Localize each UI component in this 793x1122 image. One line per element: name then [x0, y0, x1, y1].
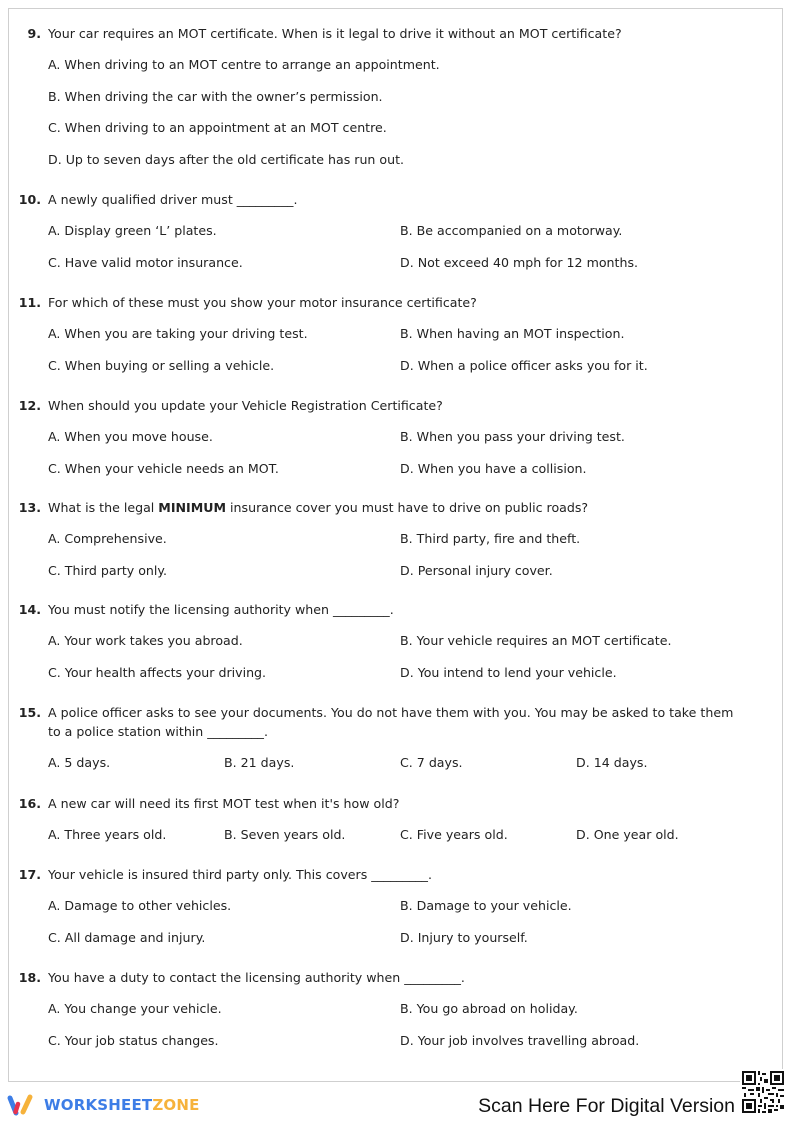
option-a[interactable]: A. When you are taking your driving test. [48, 326, 308, 341]
option-a[interactable]: A. Damage to other vehicles. [48, 898, 232, 913]
option-c[interactable]: C. Your job status changes. [48, 1032, 219, 1048]
option-d[interactable]: D. When you have a collision. [400, 460, 587, 476]
option-c[interactable]: C. Five years old. [400, 827, 508, 842]
question-18 [9, 968, 782, 1050]
option-b[interactable]: B. When having an MOT inspection. [400, 326, 625, 341]
worksheet-page [8, 8, 783, 1082]
option-d[interactable]: D. Your job involves travelling abroad. [400, 1032, 640, 1048]
option-a[interactable]: A. Three years old. [48, 827, 167, 842]
question-text-post: insurance cover you must have to drive on public roads? [226, 500, 589, 515]
question-header [9, 794, 782, 813]
option-d[interactable]: D. One year old. [576, 827, 679, 842]
option-d[interactable]: D. Up to seven days after the old certificate has run out. [48, 151, 405, 167]
question-header [9, 190, 782, 209]
option-a[interactable]: A. When driving to an MOT centre to arrange an appointment. [48, 57, 440, 72]
option-b[interactable]: B. Be accompanied on a motorway. [400, 223, 623, 238]
question-15 [9, 703, 782, 773]
option-row [9, 209, 782, 241]
question-14 [9, 600, 782, 682]
question-number: 18. [18, 970, 41, 985]
option-c[interactable]: C. When driving to an appointment at an MOT centre. [48, 120, 387, 135]
logo-text-worksheet: WORKSHEET [44, 1096, 153, 1114]
question-text-pre: What is the legal [48, 500, 159, 515]
option-row [9, 75, 782, 107]
question-header [9, 968, 782, 987]
option-row [9, 884, 782, 916]
option-b[interactable]: B. 21 days. [224, 755, 295, 770]
question-header [9, 498, 782, 517]
option-row [9, 813, 782, 845]
option-a[interactable]: A. 5 days. [48, 755, 111, 770]
question-text: When should you update your Vehicle Registration Certificate? [48, 398, 443, 413]
qr-code-icon[interactable] [740, 1069, 786, 1115]
scan-caption: Scan Here For Digital Version [478, 1095, 735, 1117]
option-row [9, 138, 782, 170]
question-number: 12. [18, 398, 41, 413]
question-text: You must notify the licensing authority when _________. [48, 602, 394, 617]
logo-mark-icon [6, 1093, 40, 1117]
option-b[interactable]: B. Your vehicle requires an MOT certificate. [400, 633, 672, 648]
question-17 [9, 865, 782, 947]
option-d[interactable]: D. 14 days. [576, 755, 648, 770]
option-c[interactable]: C. When your vehicle needs an MOT. [48, 460, 279, 476]
question-text: For which of these must you show your motor insurance certificate? [48, 295, 477, 310]
option-a[interactable]: A. When you move house. [48, 429, 213, 444]
logo-text [44, 1096, 200, 1114]
option-a[interactable]: A. Display green ‘L’ plates. [48, 223, 217, 238]
option-c[interactable]: C. 7 days. [400, 755, 463, 770]
option-row [9, 619, 782, 651]
question-number: 14. [18, 602, 41, 617]
question-10 [9, 190, 782, 272]
question-header [9, 24, 782, 43]
option-row [9, 415, 782, 447]
worksheetzone-logo[interactable] [6, 1093, 200, 1117]
option-b[interactable]: B. Third party, fire and theft. [400, 531, 581, 546]
option-d[interactable]: D. Not exceed 40 mph for 12 months. [400, 254, 639, 270]
question-9 [9, 24, 782, 169]
option-d[interactable]: D. You intend to lend your vehicle. [400, 664, 617, 680]
option-row [9, 241, 782, 273]
option-row [9, 549, 782, 581]
option-c[interactable]: C. All damage and injury. [48, 929, 206, 945]
question-number: 10. [18, 192, 41, 207]
question-header [9, 396, 782, 415]
option-d[interactable]: D. Personal injury cover. [400, 562, 553, 578]
question-number: 11. [18, 295, 41, 310]
question-text: A police officer asks to see your documents. You do not have them with you. You may be asked to take them to a police station within _________. [48, 705, 734, 739]
question-text: You have a duty to contact the licensing authority when _________. [48, 970, 465, 985]
option-a[interactable]: A. Your work takes you abroad. [48, 633, 243, 648]
option-row [9, 106, 782, 138]
option-row [9, 1019, 782, 1051]
option-row [9, 916, 782, 948]
question-number: 17. [18, 867, 41, 882]
option-row [9, 43, 782, 75]
option-row [9, 517, 782, 549]
question-text-emphasis: MINIMUM [158, 500, 227, 515]
option-c[interactable]: C. Third party only. [48, 562, 168, 578]
logo-text-zone: ZONE [152, 1096, 200, 1114]
option-c[interactable]: C. When buying or selling a vehicle. [48, 357, 275, 373]
question-text: A newly qualified driver must _________. [48, 192, 298, 207]
question-16 [9, 794, 782, 845]
question-header [9, 865, 782, 884]
question-13 [9, 498, 782, 580]
question-header [9, 600, 782, 619]
option-row [9, 741, 782, 773]
question-number: 9. [27, 26, 41, 41]
question-header [9, 703, 782, 741]
question-text [48, 498, 742, 517]
option-row [9, 344, 782, 376]
option-row [9, 312, 782, 344]
option-b[interactable]: B. When driving the car with the owner’s permission. [48, 88, 383, 104]
option-c[interactable]: C. Have valid motor insurance. [48, 254, 243, 270]
option-b[interactable]: B. You go abroad on holiday. [400, 1001, 578, 1016]
option-row [9, 987, 782, 1019]
option-b[interactable]: B. When you pass your driving test. [400, 429, 625, 444]
question-text: Your vehicle is insured third party only. This covers _________. [48, 867, 432, 882]
question-header [9, 293, 782, 312]
option-c[interactable]: C. Your health affects your driving. [48, 664, 267, 680]
option-d[interactable]: D. Injury to yourself. [400, 929, 528, 945]
option-b[interactable]: B. Damage to your vehicle. [400, 898, 572, 913]
question-number: 13. [18, 500, 41, 515]
question-number: 16. [18, 796, 41, 811]
option-a[interactable]: A. Comprehensive. [48, 531, 167, 546]
question-12 [9, 396, 782, 478]
option-b[interactable]: B. Seven years old. [224, 827, 346, 842]
question-number: 15. [18, 705, 41, 720]
option-row [9, 651, 782, 683]
option-row [9, 447, 782, 479]
question-11 [9, 293, 782, 375]
option-d[interactable]: D. When a police officer asks you for it. [400, 357, 648, 373]
question-text: A new car will need its first MOT test when it's how old? [48, 796, 400, 811]
question-text: Your car requires an MOT certificate. When is it legal to drive it without an MOT certificate? [48, 26, 622, 41]
option-a[interactable]: A. You change your vehicle. [48, 1001, 222, 1016]
